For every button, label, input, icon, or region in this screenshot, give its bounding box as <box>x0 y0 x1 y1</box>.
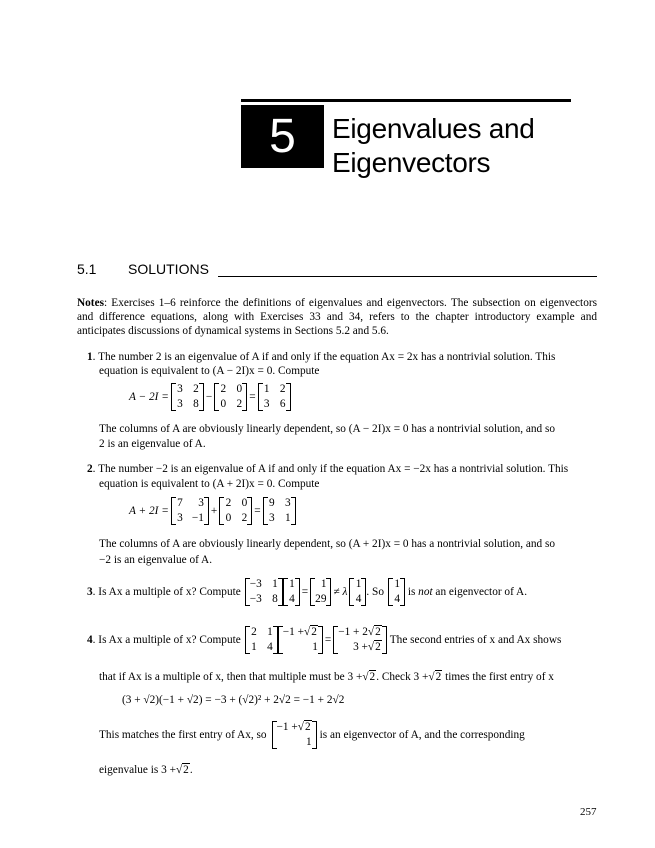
radicand: 2 <box>435 671 442 683</box>
chapter-title-line2: Eigenvectors <box>332 147 491 178</box>
matrix-cell: 0 <box>241 497 248 509</box>
ex3-equals: = <box>301 586 309 598</box>
matrix-cell: 3 <box>284 497 291 509</box>
section-number: 5.1 <box>77 261 97 277</box>
radicand: 2 <box>304 721 311 733</box>
ex1-lhs: A − 2I = <box>129 391 169 403</box>
matrix-cell: 2 <box>251 626 257 638</box>
ex4-vector-x <box>278 625 323 655</box>
ex1-conclusion2: 2 is an eigenvalue of A. <box>99 438 206 450</box>
matrix-cell: 2 <box>236 398 243 410</box>
vector-cell: −1 + 2√2 <box>338 626 381 638</box>
matrix-cell: 2 <box>225 497 232 509</box>
matrix-cell: −1 <box>191 512 204 524</box>
matrix-cell: −3 <box>249 578 262 590</box>
ex2-matrix-result <box>263 496 296 526</box>
ex2-matrix-a <box>171 496 209 526</box>
ex3-post-b: an eigenvector of A. <box>432 586 528 598</box>
matrix-cell: 3 <box>177 383 183 395</box>
vector-cell: 4 <box>355 593 362 605</box>
ex1-equation <box>127 382 291 412</box>
chapter-title <box>332 112 632 180</box>
ex4-eig-pre: eigenvalue is 3 + <box>99 764 176 776</box>
matrix-cell: 8 <box>193 398 199 410</box>
ex2-equation <box>127 496 296 526</box>
ex2-matrix-2i <box>219 496 252 526</box>
ex4-line2-a: that if Ax is a multiple of x, then that multiple must be 3 + <box>99 671 363 683</box>
vector-cell: 3 +√2 <box>353 641 381 653</box>
ex4-match-pre: This matches the first entry of Ax, so <box>99 729 267 741</box>
ex3-vector-x3 <box>388 577 405 607</box>
matrix-cell: 7 <box>177 497 183 509</box>
vector-cell: 1 <box>394 578 400 590</box>
ex4-matrix-a <box>245 625 278 655</box>
ex1-matrix-2i <box>214 382 247 412</box>
ex4-match-post: is an eigenvector of A, and the corresponding <box>319 729 525 741</box>
notes-paragraph <box>77 296 597 338</box>
chapter-number-box <box>241 105 324 168</box>
ex4-eigenvalue-line: eigenvalue is 3 +√2. <box>99 764 193 776</box>
ex3-not: not <box>418 586 433 598</box>
matrix-cell: 1 <box>263 383 270 395</box>
matrix-cell: 8 <box>272 593 278 605</box>
vector-cell: 4 <box>289 593 295 605</box>
ex3-vector-ax <box>310 577 331 607</box>
ex4-eigenvector <box>272 720 317 750</box>
radicand: 2 <box>375 641 381 653</box>
ex1-matrix-result <box>258 382 291 412</box>
vector-text: −1 + 2 <box>338 626 368 638</box>
matrix-cell: 3 <box>177 398 183 410</box>
vector-cell: 4 <box>394 593 400 605</box>
ex2-lhs: A + 2I = <box>129 505 169 517</box>
ex4-number: 4 <box>87 634 93 646</box>
ex4-equals: = <box>324 634 332 646</box>
ex2-line2: equation is equivalent to (A + 2I)x = 0. Compute <box>99 478 320 490</box>
matrix-cell: 1 <box>267 626 273 638</box>
ex2-conclusion2: −2 is an eigenvalue of A. <box>99 554 213 566</box>
notes-label: Notes <box>77 297 104 309</box>
vector-cell: 29 <box>315 593 327 605</box>
ex1-line2: equation is equivalent to (A − 2I)x = 0. Compute <box>99 365 320 377</box>
ex3-post-a: is <box>407 586 419 598</box>
vector-cell: −1 +√2 <box>276 721 311 733</box>
matrix-cell: 0 <box>236 383 243 395</box>
matrix-cell: 2 <box>279 383 286 395</box>
radicand: 2 <box>311 626 317 638</box>
ex2-number: 2 <box>87 463 93 475</box>
matrix-cell: 1 <box>284 512 291 524</box>
ex3-pre: . Is Ax a multiple of x? Compute <box>92 586 241 598</box>
chapter-number: 5 <box>269 110 296 163</box>
matrix-cell: 0 <box>225 512 232 524</box>
section-rule <box>218 276 597 277</box>
vector-cell: 1 <box>312 641 318 653</box>
vector-text: 3 + <box>353 641 368 653</box>
ex2-text1: . The number −2 is an eigenvalue of A if and only if the equation Ax = −2x has a nontrivial solution. This <box>92 463 569 475</box>
ex3-number: 3 <box>87 586 93 598</box>
ex4-eig-post: . <box>189 764 193 776</box>
matrix-cell: 6 <box>279 398 286 410</box>
matrix-cell: 0 <box>220 398 227 410</box>
ex3-vector-x <box>283 577 300 607</box>
page-number: 257 <box>580 806 597 818</box>
ex2-plus: + <box>210 505 218 517</box>
ex4-match-row <box>99 720 525 750</box>
ex3-so: . So <box>366 586 384 598</box>
matrix-cell: 3 <box>268 512 275 524</box>
vector-cell: 1 <box>355 578 362 590</box>
radicand: 2 <box>369 671 376 683</box>
vector-cell: 1 <box>289 578 295 590</box>
matrix-cell: 9 <box>268 497 275 509</box>
matrix-cell: 1 <box>272 578 278 590</box>
matrix-cell: 3 <box>263 398 270 410</box>
ex4-pre: . Is Ax a multiple of x? Compute <box>92 634 241 646</box>
vector-cell: −1 +√2 <box>282 626 317 638</box>
ex1-line1 <box>87 350 555 364</box>
vector-cell: 1 <box>305 736 312 748</box>
radicand: 2 <box>375 626 381 638</box>
ex3-neq-lambda: ≠ λ <box>333 586 348 598</box>
matrix-cell: 2 <box>241 512 248 524</box>
notes-text: : Exercises 1–6 reinforce the definitions of eigenvalues and eigenvectors. The subsection on eigenvectors and difference equations, along with Exercises 33 and 34, refers to the chapter introductory example and anticipates discussions of dynamical systems in Sections 5.2 and 5.6. <box>77 297 597 337</box>
vector-text: −1 + <box>276 721 298 733</box>
ex2-conclusion1: The columns of A are obviously linearly dependent, so (A + 2I)x = 0 has a nontrivial solution, and so <box>99 538 556 550</box>
ex1-minus: − <box>205 391 213 403</box>
ex1-matrix-a <box>171 382 204 412</box>
ex1-number: 1 <box>87 351 93 363</box>
matrix-cell: 3 <box>198 497 204 509</box>
ex3-row <box>87 577 527 607</box>
matrix-cell: 3 <box>177 512 183 524</box>
ex2-line1 <box>87 462 568 476</box>
matrix-cell: 2 <box>220 383 227 395</box>
section-title: SOLUTIONS <box>128 261 209 277</box>
matrix-cell: 2 <box>193 383 199 395</box>
vector-text: −1 + <box>282 626 304 638</box>
ex3-matrix-a <box>245 577 283 607</box>
matrix-cell: 1 <box>251 641 257 653</box>
ex3-vector-x2 <box>349 577 366 607</box>
ex4-vector-ax <box>333 625 387 655</box>
vector-cell: 1 <box>320 578 327 590</box>
ex1-equals: = <box>249 391 256 403</box>
ex2-equals: = <box>254 505 261 517</box>
ex1-conclusion1: The columns of A are obviously linearly dependent, so (A − 2I)x = 0 has a nontrivial solution, and so <box>99 423 556 435</box>
chapter-rule <box>241 99 571 102</box>
ex4-line2-c: . Check 3 + <box>376 671 429 683</box>
ex4-calculation: (3 + √2)(−1 + √2) = −3 + (√2)² + 2√2 = −1 + 2√2 <box>122 694 345 706</box>
ex1-text1: . The number 2 is an eigenvalue of A if and only if the equation Ax = 2x has a nontrivial solution. This <box>92 351 556 363</box>
ex4-post: The second entries of x and Ax shows <box>389 634 562 646</box>
ex4-line2: that if Ax is a multiple of x, then that multiple must be 3 +√2. Check 3 +√2 times the first entry of x <box>99 671 554 683</box>
ex4-line2-e: times the first entry of x <box>442 671 554 683</box>
chapter-title-line1: Eigenvalues and <box>332 113 535 144</box>
radicand: 2 <box>183 764 189 776</box>
matrix-cell: 4 <box>267 641 273 653</box>
ex4-row <box>87 625 561 655</box>
matrix-cell: −3 <box>249 593 262 605</box>
